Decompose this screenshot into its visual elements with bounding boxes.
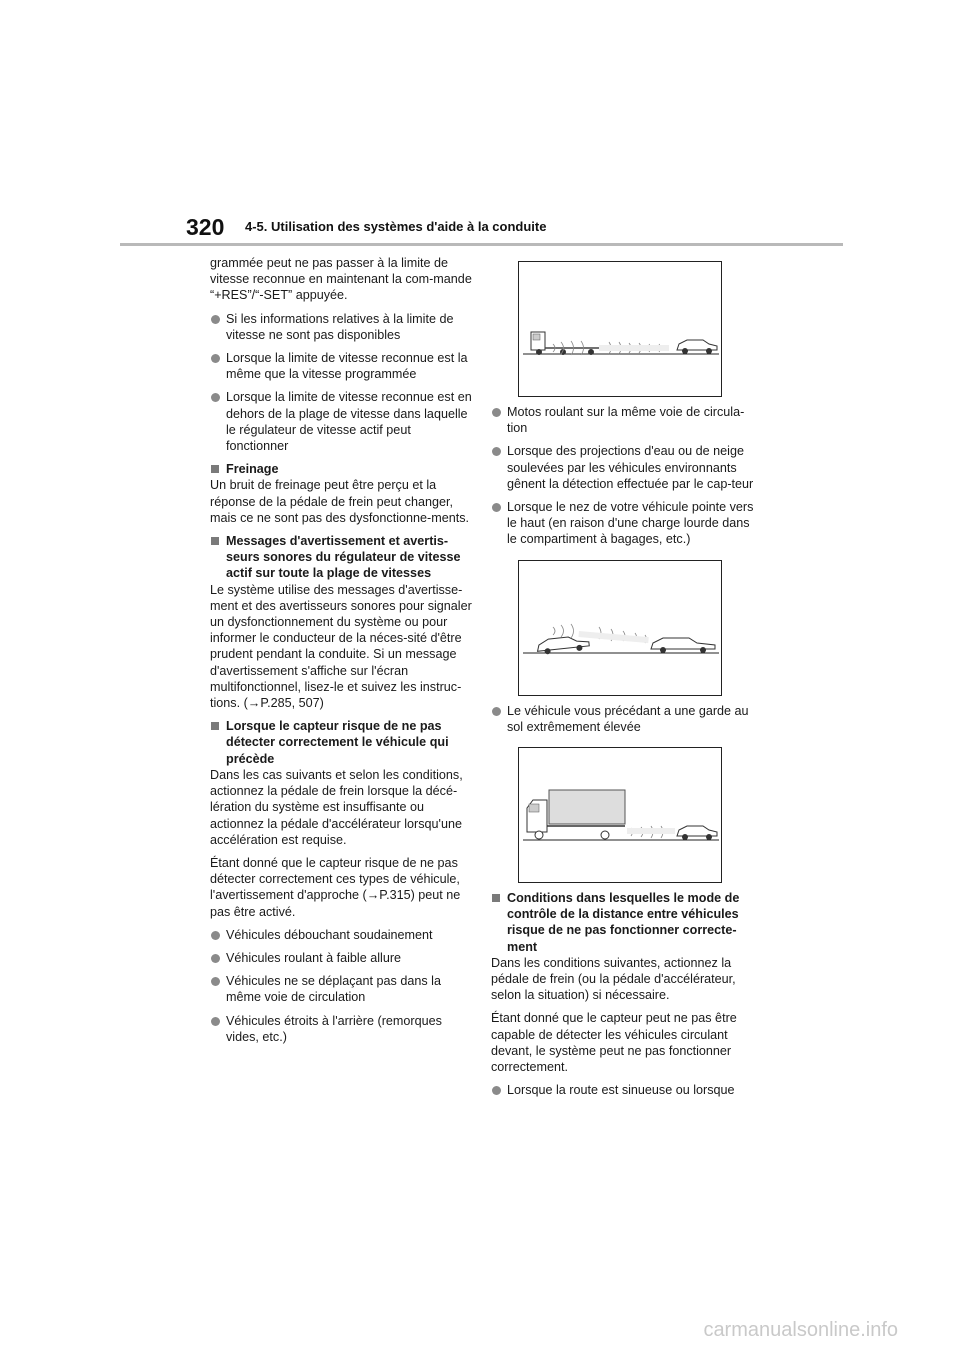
conditions-paragraph-1: Dans les conditions suivantes, actionnez la pédale de frein (ou la pédale d'accélérateur, selon la situation) si nécessaire. [491,955,736,1003]
list-item-text: Lorsque des projections d'eau ou de neige soulevées par les véhicules environnants gênent la détection effectuée par le cap-teur [507,444,754,491]
bullet-dot-icon [211,954,220,963]
bullet-dot-icon [211,354,220,363]
heading-text: Lorsque le capteur risque de ne pas détecter correctement le véhicule qui précède [226,719,449,766]
left-column [210,255,474,1052]
capteur-paragraph-1: Dans les cas suivants et selon les conditions, actionnez la pédale de frein lorsque la décé-lération du système est insuffisante ou actionnez la pédale d'accélérateur lorsqu'une accélération est requise. [210,767,463,847]
figure-nose-up-illustration [518,560,722,696]
figure-high-clearance-illustration [518,747,722,883]
heading-text: Conditions dans lesquelles le mode de contrôle de la distance entre véhicules risque de ne pas fonctionner correcte-ment [507,891,740,954]
list-item [491,443,756,492]
trailer-car-illustration [519,262,723,398]
list-item [210,927,474,943]
section-title: 4-5. Utilisation des systèmes d'aide à la conduite [245,219,547,234]
list-item [491,1082,756,1098]
bullet-dot-icon [492,1086,501,1095]
list-item [210,389,474,454]
truck-car-illustration [519,748,723,884]
list-item [491,404,756,436]
list-item-text: Véhicules débouchant soudainement [226,927,433,942]
messages-heading [210,533,474,582]
heading-text: Freinage [226,462,279,477]
freinage-heading [210,461,474,477]
bullet-dot-icon [211,931,220,940]
nose-up-illustration [519,561,723,697]
bullet-dot-icon [211,977,220,986]
intro-paragraph: grammée peut ne pas passer à la limite de vitesse reconnue en maintenant la com-mande “+RES”/“-SET” appuyée. [210,256,472,303]
square-bullet-icon [492,894,500,902]
watermark: carmanualsonline.info [703,1319,898,1341]
page-number: 320 [186,214,225,240]
list-item [210,350,474,382]
header-rule [120,243,843,246]
square-bullet-icon [211,537,219,545]
list-item-text: Si les informations relatives à la limite de vitesse ne sont pas disponibles [226,311,454,342]
list-item-text: Lorsque le nez de votre véhicule pointe vers le haut (en raison d'une charge lourde dans le compartiment à bagages, etc.) [507,500,754,547]
right-column [491,255,756,1105]
list-item-text: Motos roulant sur la même voie de circula-tion [507,405,745,436]
capteur-paragraph-2: Étant donné que le capteur risque de ne pas détecter correctement ces types de véhicule, l'avertissement d'approche (→P.315) peut ne pas être activé. [210,855,461,919]
bullet-dot-icon [211,1017,220,1026]
list-item [210,973,474,1005]
conditions-heading [491,890,756,955]
heading-text: Messages d'avertissement et avertis-seurs sonores du régulateur de vitesse actif sur toute la plage de vitesses [226,534,461,581]
list-item [210,950,474,966]
freinage-paragraph: Un bruit de freinage peut être perçu et la réponse de la pédale de frein peut changer, mais ce ne sont pas des dysfonctionne-ments. [210,478,470,525]
conditions-paragraph-2: Étant donné que le capteur peut ne pas être capable de détecter les véhicules circulant devant, le système peut ne pas fonctionner correctement. [491,1011,737,1075]
list-item [491,499,756,548]
list-item-text: Lorsque la limite de vitesse reconnue est la même que la vitesse programmée [226,351,468,382]
bullet-dot-icon [211,393,220,402]
list-item-text: Véhicules roulant à faible allure [226,950,402,965]
list-item-text: Le véhicule vous précédant a une garde au sol extrêmement élevée [507,703,749,734]
bullet-dot-icon [492,707,501,716]
list-item-text: Véhicules ne se déplaçant pas dans la même voie de circulation [226,974,441,1005]
square-bullet-icon [211,722,219,730]
list-item [491,703,756,735]
bullet-dot-icon [492,503,501,512]
bullet-dot-icon [211,315,220,324]
messages-paragraph: Le système utilise des messages d'avertisse-ment et des avertisseurs sonores pour signaler un dysfonctionnement du système ou pour informer le conducteur de la néces-sité d'être prudent pendant la conduite. Si un message d'avertissement s'affiche sur l'écran multifonctionnel, lisez-le et suivez les instruc-tions. (→P.285, 507) [210,582,472,711]
list-item-text: Lorsque la route est sinueuse ou lorsque [507,1083,735,1098]
list-item [210,311,474,343]
list-item [210,1013,474,1045]
bullet-dot-icon [492,408,501,417]
bullet-dot-icon [492,447,501,456]
list-item-text: Véhicules étroits à l'arrière (remorques vides, etc.) [226,1013,442,1044]
figure-trailer-illustration [518,261,722,397]
list-item-text: Lorsque la limite de vitesse reconnue est en dehors de la plage de vitesse dans laquelle le régulateur de vitesse actif peut fonctionner [226,390,472,454]
square-bullet-icon [211,465,219,473]
capteur-heading [210,718,474,767]
